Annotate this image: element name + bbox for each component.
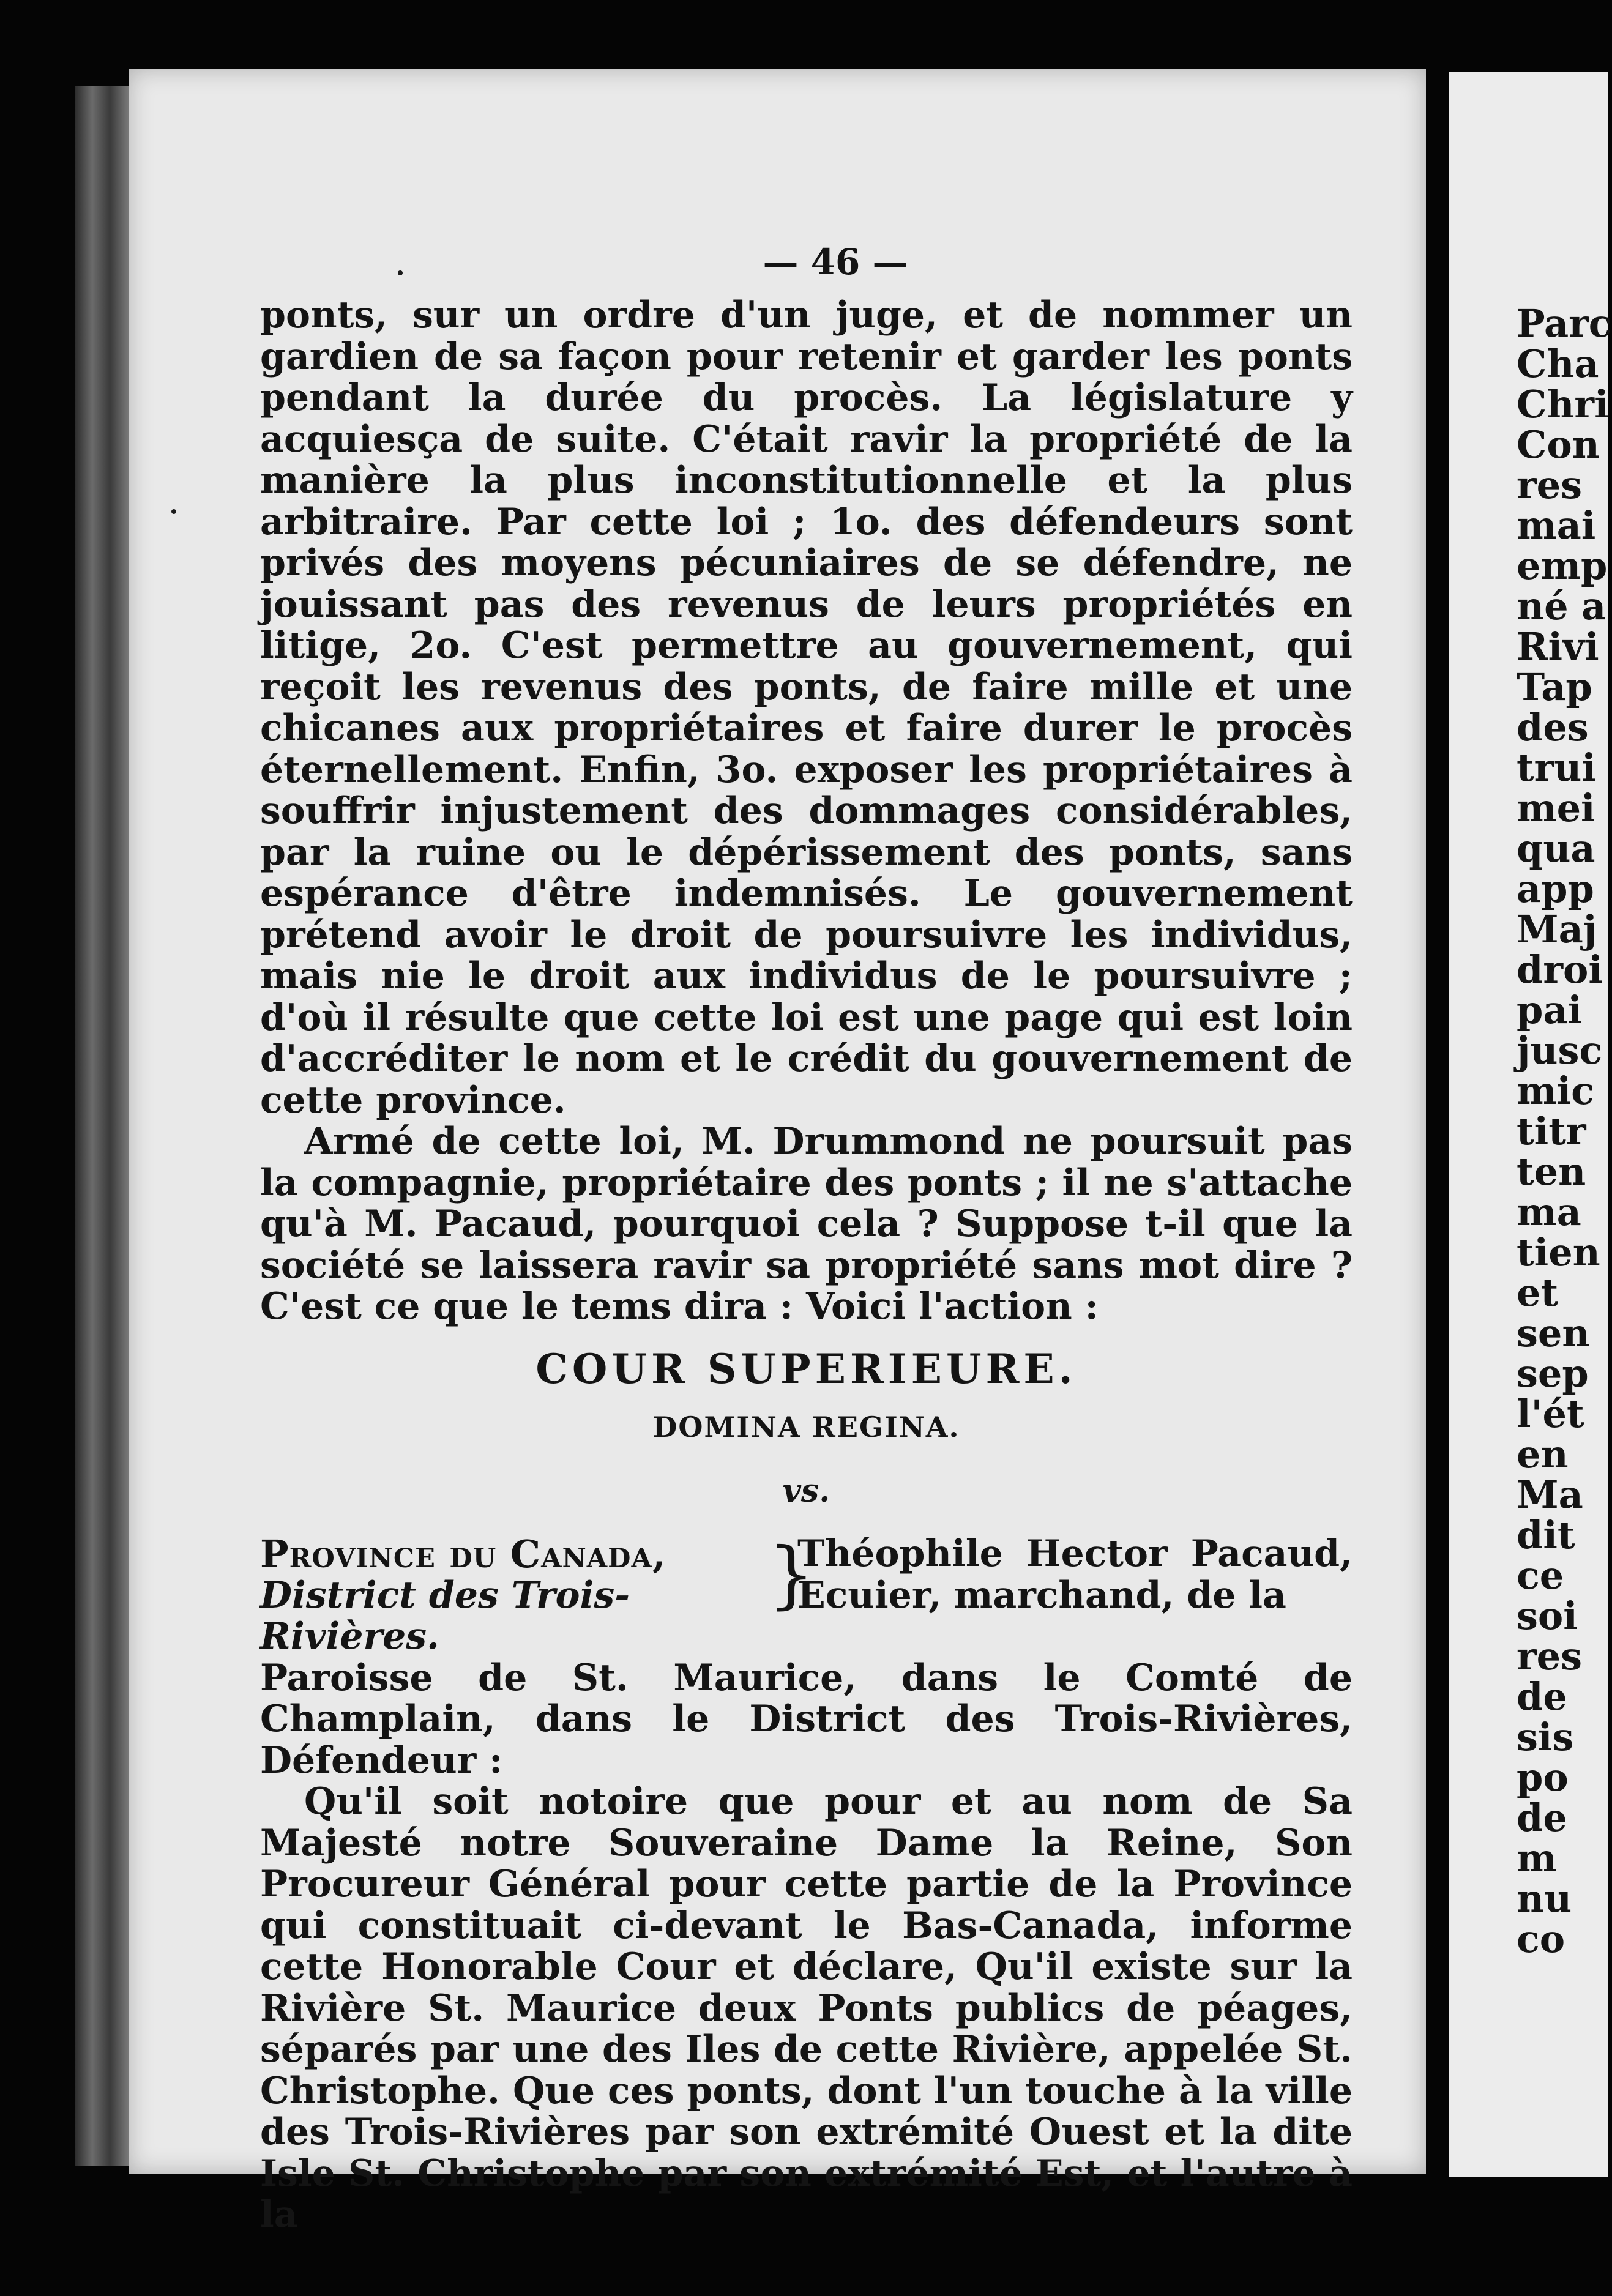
- right-page-fragment: ce: [1517, 1553, 1564, 1598]
- caption-continuation: Paroisse de St. Maurice, dans le Comté de Champlain, dans le District des Trois-Rivières, Défendeur :: [260, 1656, 1353, 1782]
- right-page-fragment: nu: [1517, 1876, 1572, 1921]
- right-page-fragment: sis: [1517, 1715, 1574, 1759]
- paragraph-3: Qu'il soit notoire que pour et au nom de Sa Majesté notre Souveraine Dame la Reine, Son Procureur Général pour cette partie de la Province qui constituait ci-devant le Bas-Canada, informe cette Honorable Cour et déclare, Qu'il existe sur la Rivière St. Maurice deux Ponts publics de péages, séparés par une des Iles de cette Rivière, appelée St. Christophe. Que ces ponts, dont l'un touche à la ville des Trois-Rivières par son extrémité Ouest et la dite Isle St. Christophe par son extrémité Est, et l'autre à la: [260, 1780, 1353, 2236]
- right-page-fragment: en: [1517, 1432, 1569, 1477]
- caption-province: Province du Canada,: [260, 1532, 666, 1576]
- page-body: [260, 295, 1353, 2236]
- right-page-fragment: de: [1517, 1795, 1567, 1840]
- caption-district: District des Trois-Rivières.: [260, 1573, 630, 1658]
- case-caption: [260, 1534, 1353, 1658]
- speck: [398, 270, 403, 275]
- right-page-fragment: Chri: [1517, 382, 1609, 427]
- right-page-fragment: né a: [1517, 584, 1606, 628]
- right-page-fragment: Cha: [1517, 341, 1599, 386]
- right-page-fragment: po: [1517, 1755, 1569, 1800]
- right-page-fragment: Maj: [1517, 907, 1597, 952]
- right-page-fragment: ma: [1517, 1190, 1581, 1234]
- right-page-fragment: des: [1517, 705, 1589, 750]
- versus-label: vs.: [782, 1472, 830, 1510]
- book-spine: [75, 86, 133, 2166]
- right-page-fragment: Ma: [1517, 1472, 1583, 1517]
- right-page-fragment: mai: [1517, 503, 1596, 548]
- right-page-fragment: tien: [1517, 1230, 1600, 1275]
- right-page-fragment: soi: [1517, 1593, 1578, 1638]
- right-page-fragment: dit: [1517, 1513, 1575, 1557]
- right-page-fragment: res: [1517, 463, 1583, 507]
- right-page-fragment: mei: [1517, 786, 1595, 830]
- right-page-fragment: droi: [1517, 947, 1603, 992]
- right-page-fragment: qua: [1517, 826, 1595, 871]
- right-page-edge: [1449, 72, 1612, 2177]
- case-plaintiff: DOMINA REGINA.: [652, 1411, 960, 1444]
- right-page-fragment: ten: [1517, 1149, 1586, 1194]
- right-page-fragment: co: [1517, 1917, 1565, 1961]
- right-page-fragment: et: [1517, 1270, 1559, 1315]
- left-page: [129, 69, 1426, 2236]
- right-page-fragment: Parc: [1517, 301, 1612, 346]
- right-page-fragment: pai: [1517, 988, 1583, 1032]
- right-page-fragment: res: [1517, 1634, 1583, 1679]
- right-page-fragment: mic: [1517, 1068, 1594, 1113]
- section-heading: COUR SUPERIEURE.: [535, 1344, 1077, 1393]
- right-page-fragment: Rivi: [1517, 624, 1599, 669]
- right-page-fragment: Con: [1517, 422, 1600, 467]
- right-page-fragment: jusc: [1517, 1028, 1603, 1073]
- page-number: — 46 —: [763, 241, 908, 283]
- right-page-fragment: m: [1517, 1836, 1557, 1880]
- right-page-fragment: l'ét: [1517, 1392, 1584, 1436]
- caption-defendant: Théophile Hector Pacaud, Ecuier, marchand, de la: [797, 1532, 1353, 1617]
- speck: [171, 509, 176, 514]
- caption-jurisdiction: [260, 1534, 768, 1658]
- right-page-fragment: trui: [1517, 745, 1596, 790]
- right-page-fragment: Tap: [1517, 665, 1592, 709]
- right-page-fragment: de: [1517, 1674, 1567, 1719]
- paragraph-2: Armé de cette loi, M. Drummond ne poursuit pas la compagnie, propriétaire des ponts ; il ne s'attache qu'à M. Pacaud, pourquoi cela ? Suppose t-il que la société se laissera ravir sa propriété sans mot dire ? C'est ce que le tems dira : Voici l'action :: [260, 1120, 1353, 1328]
- right-page-fragment: titr: [1517, 1109, 1586, 1154]
- paragraph-1: ponts, sur un ordre d'un juge, et de nommer un gardien de sa façon pour retenir et garder les ponts pendant la durée du procès. La législature y acquiesça de suite. C'était ravir la propriété de la manière la plus inconstitutionnelle et la plus arbitraire. Par cette loi ; 1o. des défendeurs sont privés des moyens pécuniaires de se défendre, ne jouissant pas des revenus de leurs propriétés en litige, 2o. C'est permettre au gouvernement, qui reçoit les revenus des ponts, de faire mille et une chicanes aux propriétaires et faire durer le procès éternellement. Enfin, 3o. exposer les propriétaires à souffrir injustement des dommages considérables, par la ruine ou le dépérissement des ponts, sans espérance d'être indemnisés. Le gouvernement prétend avoir le droit de poursuivre les individus, mais nie le droit aux individus de le poursuivre ; d'où il résulte que cette loi est une page qui est loin d'accréditer le nom et le crédit du gouvernement de cette province.: [260, 294, 1353, 1122]
- right-page-fragment: emp: [1517, 543, 1608, 588]
- right-page-fragment: sep: [1517, 1351, 1589, 1396]
- right-page-fragment: app: [1517, 867, 1594, 911]
- right-page-fragment: sen: [1517, 1311, 1590, 1355]
- brace-glyph: }: [768, 1532, 815, 1617]
